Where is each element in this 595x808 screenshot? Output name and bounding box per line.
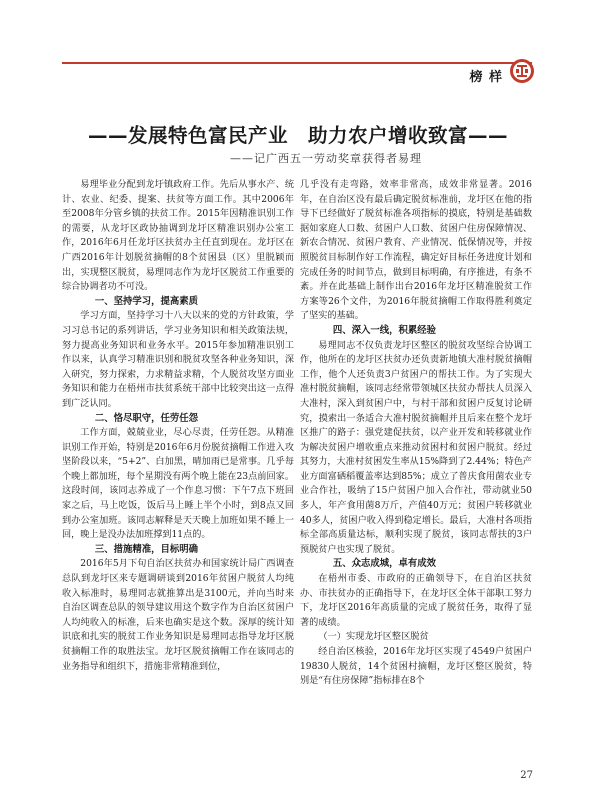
paragraph: 工作方面，兢兢业业，尽心尽责，任劳任怨。从精准识别工作开始，特别是2016年6月份脱贫摘帽工作进入攻坚阶段以来，“5+2”、白加黑，晴加雨已是常事。几乎每个晚上都加班，每个星期没有两个晚上能在23点前回家。这段时间，该同志养成了一个作息习惯：下午7点下班回家之后，马上吃饭，饭后马上睡上半个小时，到8点又回到办公室加班。该同志解释是天天晚上加班如果不睡上一回，晚上是没办法加班撑到11点的。 (62, 428, 294, 541)
paragraph: 在梧州市委、市政府的正确领导下，在自治区扶贫办、市扶贫办的正确指导下，在龙圩区全体干部职工努力下，龙圩区2016年高质量的完成了脱贫任务，取得了显著的成绩。 (300, 574, 532, 628)
paragraph: 易理毕业分配到龙圩镇政府工作。先后从事水产、统计、农业、纪委、提案、扶贫等方面工作。其中2006年至2008年分管乡镇的扶贫工作。2015年因精准识别工作的需要，从龙圩区政协抽调到龙圩区精准识别办公室工作，2016年6月任龙圩区扶贫办主任直到现在。龙圩区在广西2016年计划脱贫摘帽的8个贫困县（区）里脱颖而出，实现整区脱贫，易理同志作为龙圩区脱贫工作重要的综合协调者功不可没。 (62, 180, 294, 293)
section-label: 榜 样 (469, 70, 503, 85)
subsection-heading: （一）实现龙圩区整区脱贫 (318, 631, 429, 643)
paragraph: 学习方面，坚持学习十八大以来的党的方针政策，学习习总书记的系列讲话，学习业务知识和相关政策法规，努力提高业务知识和业务水平。2015年参加精准识别工作以来，认真学习精准识别和脱贫攻坚各种业务知识，深入研究，努力探索，力求精益求精，个人脱贫攻坚方面业务知识和能力在梧州市扶贫系统干部中比较突出这一点得到广泛认同。 (62, 311, 294, 409)
section-heading: 三、措施精准，目标明确 (94, 543, 199, 555)
header-rule (62, 62, 532, 64)
section-heading: 五、众志成城，卓有成效 (332, 558, 437, 570)
section-heading: 二、恪尽职守，任劳任怨 (94, 412, 199, 424)
paragraph: 易理同志不仅负责龙圩区整区的脱贫攻坚综合协调工作，他所在的龙圩区扶贫办还负责新地镇大准村脱贫摘帽工作，他个人还负责3户贫困户的帮扶工作。为了实现大准村脱贫摘帽，该同志经常带领城区扶贫办帮扶人员深入大准村，深入到贫困户中，与村干部和贫困户反复讨论研究，摸索出一条适合大准村脱贫摘帽并且后来在整个龙圩区推广的路子：强党建促扶贫，以产业开发和转移就业作为解决贫困户增收重点来推动贫困村和贫困户脱贫。经过其努力，大准村贫困发生率从15%降到了2.44%；特色产业方面富硒稻覆盖率达到85%；成立了普庆食用菌农业专业合作社，吸纳了15户贫困户加入合作社，带动就业50多人，年产食用菌8万斤，产值40万元；贫困户转移就业40多人，贫困户收入得到稳定增长。最后，大准村各项指标全部高质量达标，顺利实现了脱贫，该同志帮扶的3户预脱贫户也实现了脱贫。 (300, 340, 532, 555)
article-title: ——发展特色富民产业 助力农户增收致富—— (87, 124, 508, 147)
section-heading: 四、深入一线，积累经验 (332, 324, 437, 336)
section-heading: 一、坚持学习，提高素质 (94, 295, 199, 307)
union-emblem-icon (509, 58, 535, 84)
right-column (300, 178, 532, 689)
left-column (62, 178, 294, 674)
paragraph: 2016年5月下旬自治区扶贫办和国家统计局广西调查总队到龙圩区来专题调研谈到2016年贫困户脱贫人均纯收入标准时，易理同志就推算出是3100元，并向当时来自治区调查总队的领导建议用这个数字作为自治区贫困户人均纯收入的标准，后来也确实是这个数。深厚的统计知识底和扎实的脱贫工作业务知识是易理同志指导龙圩区脱贫摘帽工作的取胜法宝。龙圩区脱贫摘帽工作在该同志的业务指导和组织下，措施非常精准到位， (62, 559, 294, 672)
page-number: 27 (520, 770, 533, 781)
paragraph: 经自治区核验，2016年龙圩区实现了4549户贫困户19830人脱贫，14个贫困村摘帽，龙圩区整区脱贫，特别是“有住房保障”指标排在8个 (300, 647, 532, 687)
article-subtitle: ——记广西五一劳动奖章获得者易理 (230, 152, 422, 165)
paragraph: 几乎没有走弯路，效率非常高，成效非常显著。2016年，在自治区没有最后确定脱贫标准前，龙圩区在他的指导下已经做好了脱贫标准各项指标的摸底，特别是基础数据如家庭人口数、贫困户人口数、贫困户住房保障情况、新农合情况、贫困户教育、产业情况、低保情况等，并按照脱贫目标制作好工作流程，确定好目标任务进度计划和完成任务的时间节点，做到目标明确，有序推进，有条不紊。并在此基础上制作出台2016年龙圩区精准脱贫工作方案等26个文件，为2016年脱贫摘帽工作取得胜利奠定了坚实的基础。 (300, 180, 532, 322)
